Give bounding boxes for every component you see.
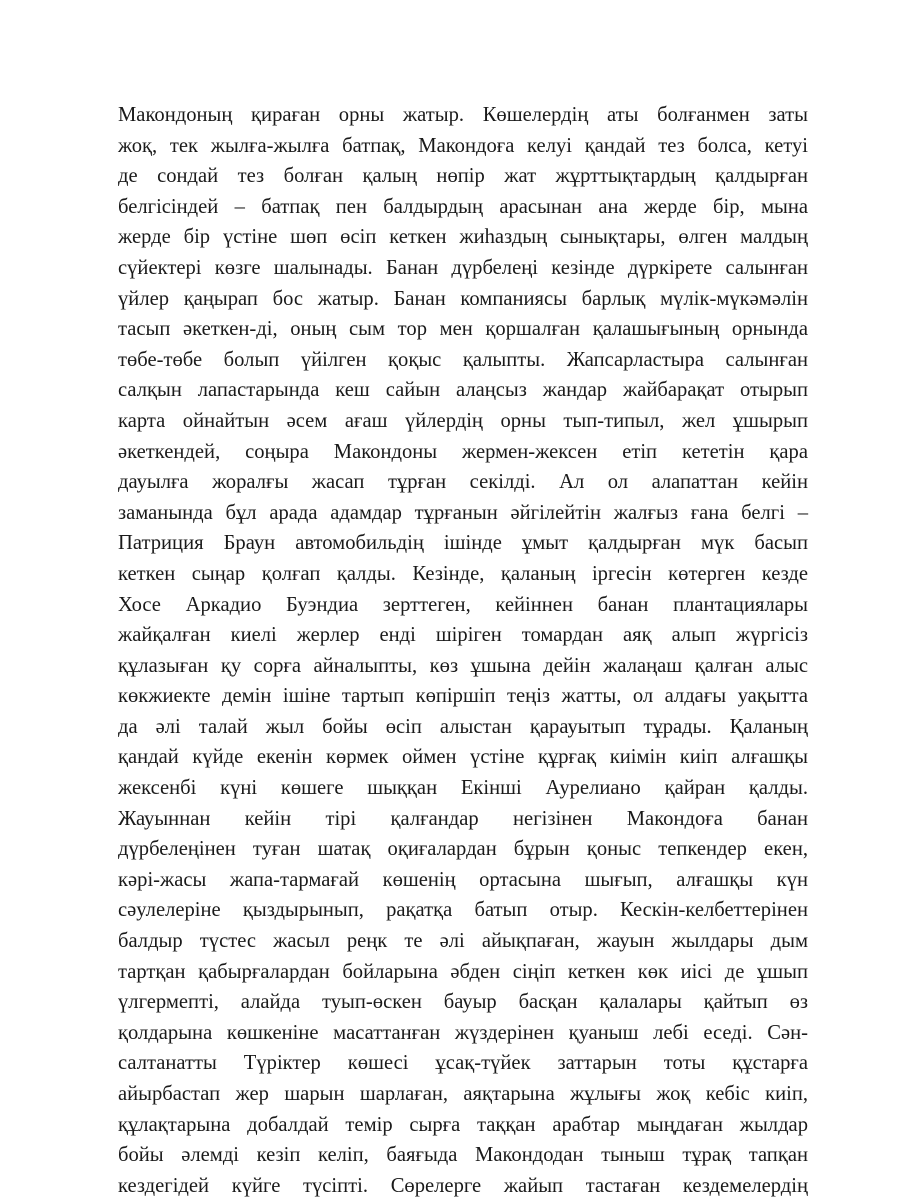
text-line: төбе-төбе болып үйілген қоқыс қалыпты. Жапсарластыра салынған (118, 348, 808, 371)
text-line: көкжиекте демін ішіне тартып көпіршіп теңіз жатты, ол алдағы уақытта (118, 685, 808, 708)
text-line: тартқан қабырғалардан бойларына əбден сіңіп кеткен көк иісі де ұшып (118, 960, 808, 983)
text-line: жоқ, тек жылға-жылға батпақ, Макондоға келуі қандай тез болса, кетуі (118, 134, 808, 157)
text-line: Патриция Браун автомобильдің ішінде ұмыт қалдырған мүк басып (118, 532, 808, 555)
text-line: Хосе Аркадио Буэндиа зерттеген, кейіннен банан плантациялары (118, 593, 808, 616)
text-line: жерде бір үстіне шөп өсіп кеткен жиһаздың сынықтары, өлген малдың (118, 226, 808, 249)
text-line: дүрбелеңінен туған шатақ оқиғалардан бұрын қоныс тепкендер екен, (118, 838, 808, 861)
text-line: əкеткендей, соңыра Макондоны жермен-жексен етіп кететін қара (118, 440, 808, 463)
text-line: құлазыған қу сорға айналыпты, көз ұшына дейін жалаңаш қалған алыс (118, 654, 808, 677)
text-line: кеткен сыңар қолғап қалды. Кезінде, қаланың іргесін көтерген кезде (118, 562, 808, 585)
text-line: де сондай тез болған қалың нөпір жат жұрттықтардың қалдырған (118, 165, 808, 188)
text-line: кездегідей күйге түсіпті. Сөрелерге жайып тастаған кездемелердің (118, 1174, 808, 1197)
text-line: да əлі талай жыл бойы өсіп алыстан қарауытып тұрады. Қаланың (118, 715, 808, 738)
text-line: заманында бұл арада адамдар тұрғанын əйгілейтін жалғыз ғана белгі – (118, 501, 808, 524)
text-line: қандай күйде екенін көрмек оймен үстіне құрғақ киімін киіп алғашқы (118, 746, 808, 769)
text-line: сүйектері көзге шалынады. Банан дүрбелеңі кезінде дүркірете салынған (118, 256, 808, 279)
text-line: жексенбі күні көшеге шыққан Екінші Аурелиано қайран қалды. (118, 777, 808, 800)
text-line: үлгермепті, алайда туып-өскен бауыр басқан қалалары қайтып өз (118, 991, 808, 1014)
text-line: құлақтарына добалдай темір сырға таққан арабтар мыңдаған жылдар (118, 1113, 808, 1136)
text-line: салтанатты Түріктер көшесі ұсақ-түйек заттарын тоты құстарға (118, 1052, 808, 1075)
text-line: балдыр түстес жасыл реңк те əлі айықпаған, жауын жылдары дым (118, 930, 808, 953)
text-line: Макондоның қираған орны жатыр. Көшелердің аты болғанмен заты (118, 104, 808, 126)
text-line: кəрі-жасы жапа-тармағай көшенің ортасына шығып, алғашқы күн (118, 868, 808, 891)
text-line: дауылға жоралғы жасап тұрған секілді. Ал ол алапаттан кейін (118, 471, 808, 494)
text-line: үйлер қаңырап бос жатыр. Банан компаниясы барлық мүлік-мүкәмəлін (118, 287, 808, 310)
body-text (118, 100, 808, 1201)
text-line: қолдарына көшкеніне масаттанған жүздерінен қуаныш лебі еседі. Сəн- (118, 1021, 808, 1044)
text-line: айырбастап жер шарын шарлаған, аяқтарына жұлығы жоқ кебіс киіп, (118, 1083, 808, 1105)
text-line: карта ойнайтын əсем ағаш үйлердің орны тып-типыл, жел ұшырып (118, 409, 808, 432)
text-line: Жауыннан кейін тірі қалғандар негізінен Макондоға банан (118, 807, 808, 830)
text-line: бойы əлемді кезіп келіп, баяғыда Макондодан тыныш тұрақ тапқан (118, 1144, 808, 1167)
text-line: сəулелеріне қыздырынып, рақатқа батып отыр. Кескін-келбеттерінен (118, 899, 808, 922)
text-line: жайқалған киелі жерлер енді шіріген томардан аяқ алып жүргісіз (118, 624, 808, 647)
text-line: салқын лапастарында кеш сайын алаңсыз жандар жайбарақат отырып (118, 379, 808, 402)
text-line: белгісіндей – батпақ пен балдырдың арасынан ана жерде бір, мына (118, 195, 808, 218)
text-line: тасып əкеткен-ді, оның сым тор мен қоршалған қалашығының орнында (118, 318, 808, 341)
